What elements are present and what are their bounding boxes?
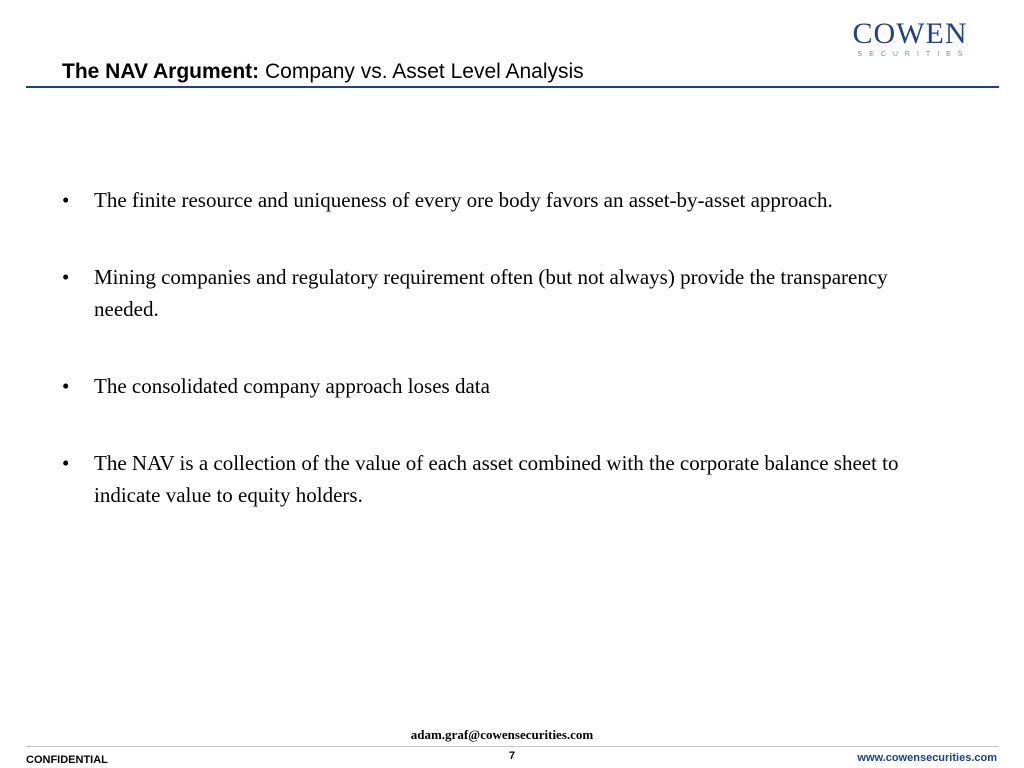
confidential-label: CONFIDENTIAL [26, 754, 108, 766]
logo-subtitle: SECURITIES [857, 51, 970, 58]
bullet-text: The consolidated company approach loses data [94, 374, 490, 398]
contact-email: adam.graf@cowensecurities.com [410, 727, 594, 742]
footer-divider [26, 746, 999, 747]
bullet-text: The finite resource and uniqueness of every ore body favors an asset-by-asset approach. [94, 188, 833, 212]
logo-wordmark: COWEN [852, 17, 968, 50]
slide-title-regular: Company vs. Asset Level Analysis [265, 60, 584, 83]
bullet-dot-icon: • [62, 374, 70, 398]
bullet-item [62, 447, 942, 511]
bullet-text: The NAV is a collection of the value of each asset combined with the corporate balance sheet to indicate value to equity holders. [94, 451, 899, 507]
bullet-dot-icon: • [62, 451, 70, 475]
slide-title-bold: The NAV Argument: [62, 60, 260, 83]
bullet-item [62, 261, 942, 325]
bullet-dot-icon: • [62, 188, 70, 212]
bullet-item [62, 184, 942, 216]
cowen-securities-logo [840, 18, 980, 60]
bullet-list [62, 184, 942, 556]
page-number: 7 [508, 750, 516, 762]
slide-title [62, 59, 584, 85]
bullet-item [62, 370, 942, 402]
title-divider [26, 86, 999, 88]
website-link[interactable]: www.cowensecurities.com [857, 752, 997, 764]
bullet-text: Mining companies and regulatory requirement often (but not always) provide the transparency needed. [94, 265, 888, 321]
bullet-dot-icon: • [62, 265, 70, 289]
